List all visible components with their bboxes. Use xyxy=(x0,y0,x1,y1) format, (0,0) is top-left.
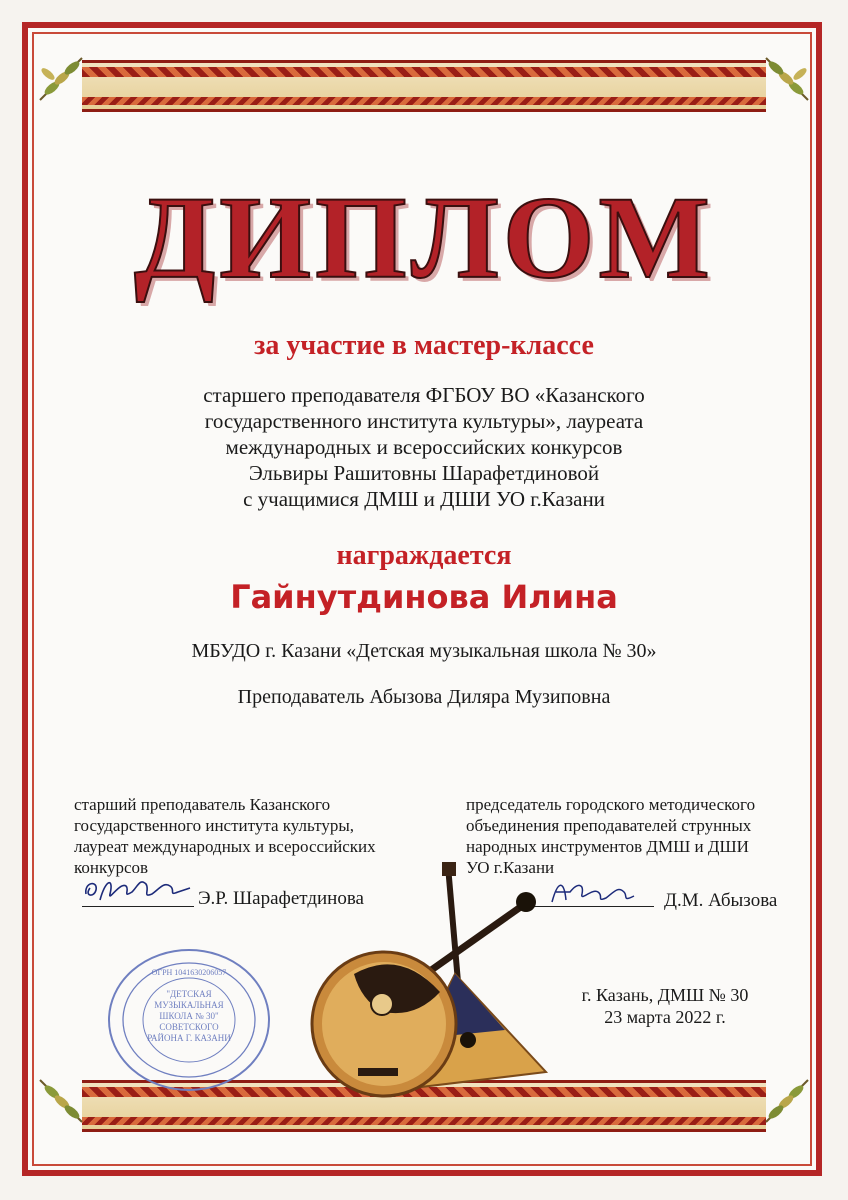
stamp-line: МУЗЫКАЛЬНАЯ xyxy=(154,1000,224,1010)
description-line: государственного института культуры», лауреата xyxy=(204,409,644,433)
description-line: международных и всероссийских конкурсов xyxy=(225,435,623,459)
laurel-leaf-icon xyxy=(30,1070,90,1130)
position-line: объединения преподавателей струнных xyxy=(466,816,752,835)
stamp-line: ШКОЛА № 30" xyxy=(159,1011,219,1021)
diploma-description xyxy=(0,382,848,512)
right-signatory-name: Д.М. Абызова xyxy=(664,890,778,911)
recipient-name: Гайнутдинова Илина xyxy=(230,578,618,616)
stamp-line: СОВЕТСКОГО xyxy=(159,1022,219,1032)
stamp-line: РАЙОНА Г. КАЗАНИ xyxy=(147,1033,231,1043)
diploma-subtitle: за участие в мастер-классе xyxy=(254,330,594,361)
left-signatory-name: Э.Р. Шарафетдинова xyxy=(198,888,364,909)
position-line: старший преподаватель Казанского xyxy=(74,795,331,814)
position-line: УО г.Казани xyxy=(466,858,555,877)
diploma-title: ДИПЛОМ xyxy=(134,172,714,303)
position-line: лауреат международных и всероссийских xyxy=(74,837,376,856)
date: 23 марта 2022 г. xyxy=(604,1007,726,1027)
place-and-date xyxy=(540,984,790,1028)
stamp-line: "ДЕТСКАЯ xyxy=(166,989,212,999)
position-line: государственного института культуры, xyxy=(74,816,355,835)
left-signature-line xyxy=(82,906,194,907)
instruments-illustration xyxy=(300,862,560,1107)
left-handwritten-signature xyxy=(80,872,195,908)
description-line: старшего преподавателя ФГБОУ ВО «Казанского xyxy=(203,383,645,407)
laurel-leaf-icon xyxy=(30,50,90,110)
laurel-leaf-icon xyxy=(758,50,818,110)
laurel-leaf-icon xyxy=(758,1070,818,1130)
teacher-name: Преподаватель Абызова Диляра Музиповна xyxy=(237,686,611,708)
school-name: МБУДО г. Казани «Детская музыкальная школа № 30» xyxy=(191,640,657,662)
position-line: конкурсов xyxy=(74,858,149,877)
place: г. Казань, ДМШ № 30 xyxy=(581,985,749,1005)
description-line: Эльвиры Рашитовны Шарафетдиновой xyxy=(248,461,600,485)
top-ornamental-ribbon xyxy=(82,60,766,112)
description-line: с учащимися ДМШ и ДШИ УО г.Казани xyxy=(243,487,605,511)
position-line: народных инструментов ДМШ и ДШИ xyxy=(466,837,749,856)
position-line: председатель городского методического xyxy=(466,795,756,814)
stamp-ogrn: ОГРН 1041630206057 xyxy=(151,968,227,977)
awarded-label: награждается xyxy=(336,540,512,571)
official-stamp xyxy=(105,945,273,1095)
